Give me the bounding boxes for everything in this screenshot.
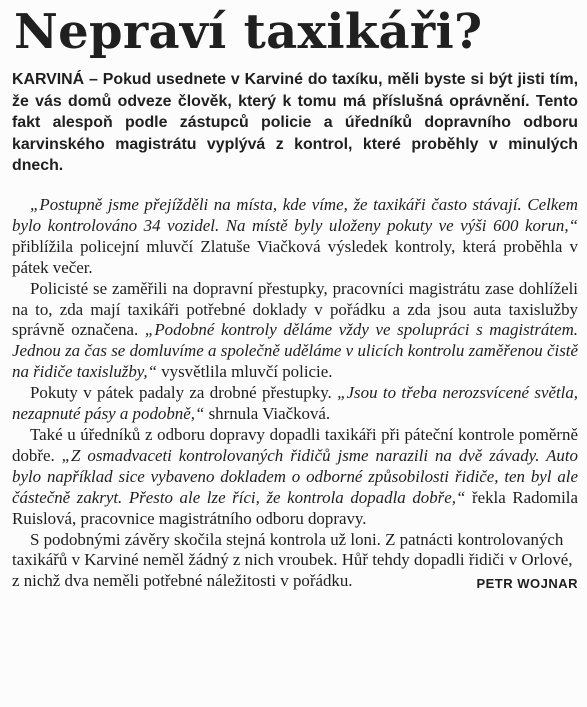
paragraph-text: přiblížila policejní mluvčí Zlatuše Viačková výsledek kontroly, která proběhla v pátek večer.: [12, 236, 578, 277]
paragraph-text: řekla Radomila Ruislová, pracovnice magistrátního odboru dopravy.: [12, 487, 578, 528]
headline: Nepraví taxikáři?: [14, 4, 483, 60]
quote-text: „Podobné kontroly děláme vždy ve spolupráci s magistrátem. Jednou za čas se domluvíme a společně uděláme v ulicích kontrolu zaměřenou čistě na řidiče taxislužby,“: [12, 320, 578, 382]
quote-text: „Postupně jsme přejížděli na místa, kde víme, že taxikáři často stávají. Celkem bylo kontrolováno 34 vozidel. Na místě byly uloženy pokuty ve výši 600 korun,“: [12, 195, 578, 235]
article-body: [12, 195, 578, 595]
body-paragraph-2: [12, 279, 578, 384]
quote-text: „Jsou to třeba nerozsvícené světla, nezapnuté pásy a podobně,“: [12, 383, 579, 424]
quote-text: „Z osmadvaceti kontrolovaných řidičů jsme narazili na dvě závady. Auto bylo například sice vybaveno dokladem o odborné způsobilosti řidiče, ten byl ale částečně zakryt. Přesto ale lze říci, že kontrola dopadla dobře,“: [12, 445, 578, 507]
author-byline: PETR WOJNAR: [476, 576, 578, 592]
body-paragraph-4: [12, 425, 578, 530]
paragraph-text: Také u úředníků z odboru dopravy dopadli taxikáři při páteční kontrole poměrně dobře.: [12, 424, 578, 465]
body-paragraph-5: [12, 530, 578, 593]
paragraph-text: S podobnými závěry skočila stejná kontrola už loni. Z patnácti kontrolovaných taxikářů v Karviné neměl žádný z nich vroubek. Hůř tehdy dopadli řidiči v Orlové, z nichž dva neměli potřebné náležitosti v pořádku.: [12, 529, 573, 591]
paragraph-text: Policisté se zaměřili na dopravní přestupky, pracovníci magistrátu zase dohlíželi na to, zda mají taxikáři potřebné doklady v pořádku a zda jsou auta taxislužby správně označena.: [12, 278, 578, 340]
body-paragraph-3: [12, 383, 578, 425]
lead-paragraph: KARVINÁ – Pokud usednete v Karviné do taxíku, měli byste si být jisti tím, že vás domů odveze člověk, který k tomu má příslušná oprávnění. Tento fakt alespoň podle zástupců policie a úředníků dopravního odboru karvinského magistrátu vyplývá z kontrol, které proběhly v minulých dnech.: [12, 71, 578, 175]
body-paragraph-1: [12, 195, 578, 279]
paragraph-text: shrnula Viačková.: [204, 404, 331, 424]
paragraph-text: Pokuty v pátek padaly za drobné přestupky.: [30, 383, 338, 403]
paragraph-text: vysvětlila mluvčí policie.: [156, 362, 333, 382]
